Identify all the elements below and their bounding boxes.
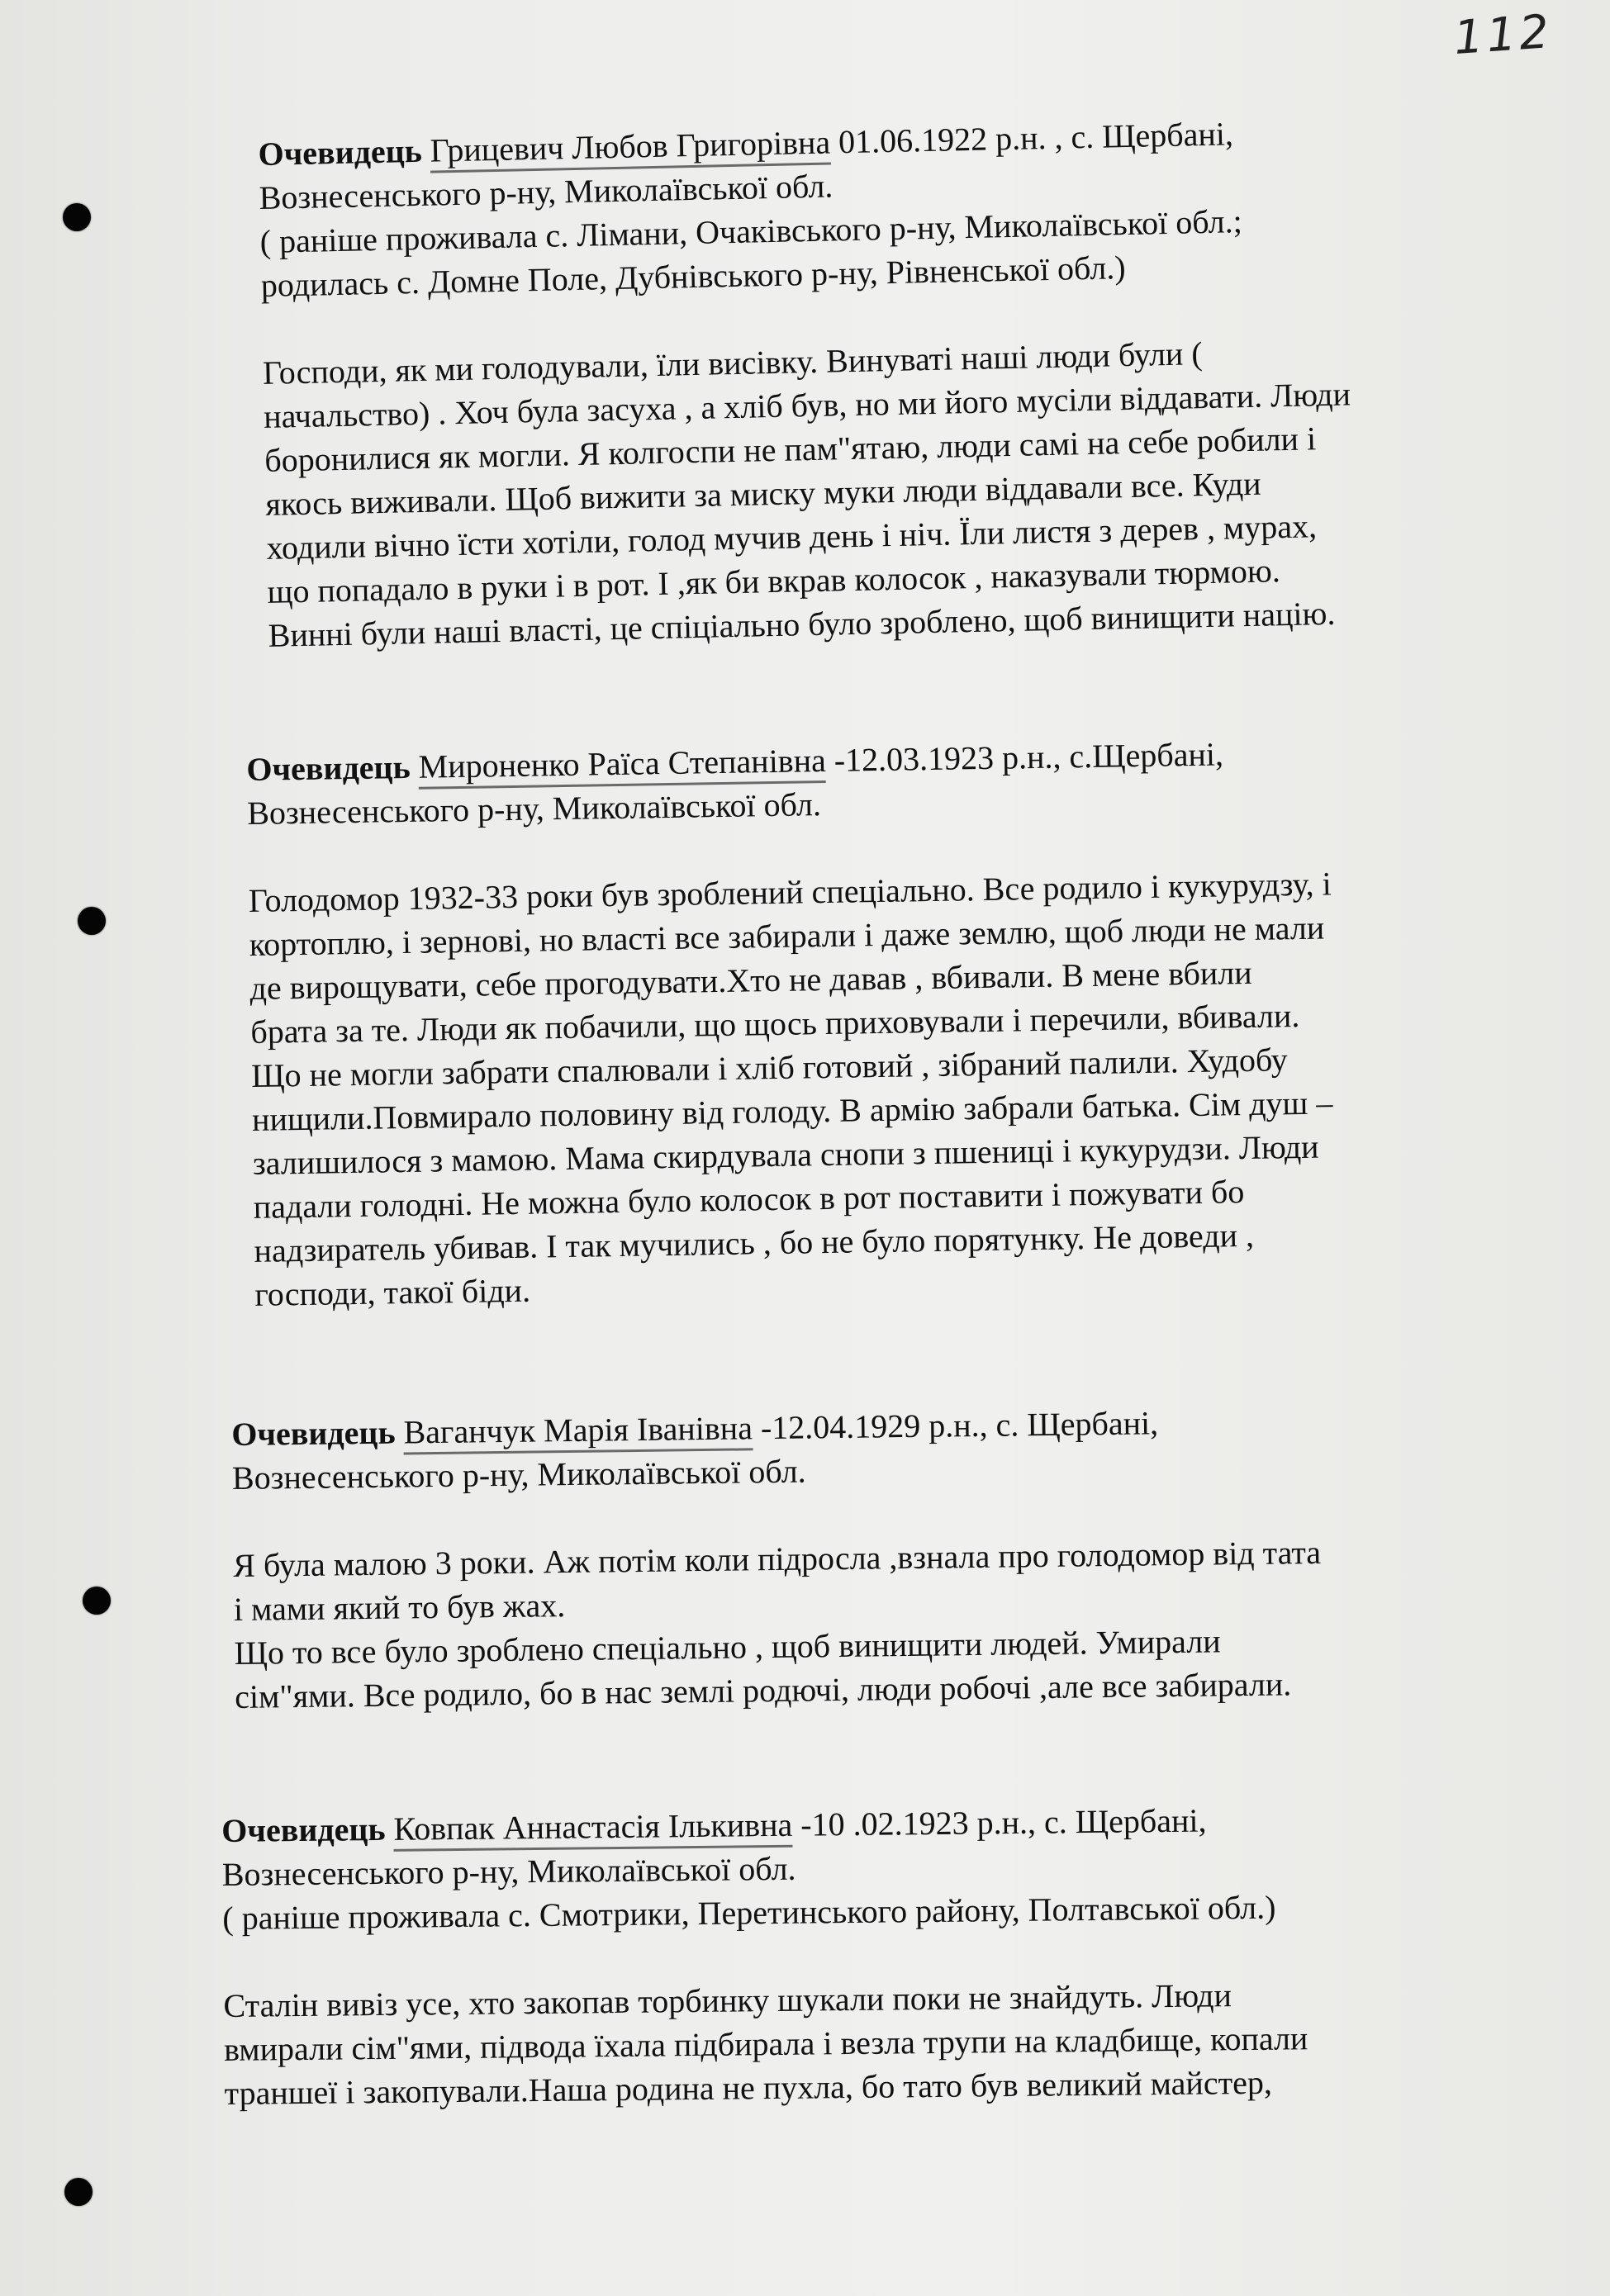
witness-name: Мироненко Раїса Степанівна xyxy=(418,742,826,790)
testimony-line: сім"ями. Все родило, бо в нас землі родючі, люди робочі ,але все забирали. xyxy=(234,1665,1292,1715)
testimony-line: якось виживали. Щоб вижити за миску муки люди віддавали все. Куди xyxy=(264,464,1262,523)
witness-details: -12.03.1923 р.н., с.Щербані, xyxy=(825,735,1224,779)
testimony-line: ходили вічно їсти хотіли, голод мучив день і ніч. Їли листя з дерев , мурах, xyxy=(266,507,1318,567)
testimony-line: начальство) . Хоч була засуха , а хліб був, но ми його мусіли віддавати. Люди xyxy=(263,375,1351,435)
testimony-line: господи, такої біди. xyxy=(254,1271,531,1313)
testimony-line: що попадало в руки і в рот. І ,як би вкрав колосок , наказували тюрмою. xyxy=(267,552,1281,610)
entry-header-line: Вознесенського р-ну, Миколаївської обл. xyxy=(259,167,833,216)
testimony-entry xyxy=(231,1399,1323,1719)
witness-name: Ковпак Аннастасія Ількивна xyxy=(393,1806,792,1852)
testimony-line: Винні були наші власті, це спіціально було зроблено, щоб винищити націю. xyxy=(268,594,1336,654)
witness-details: -10 .02.1923 р.н., с. Щербані, xyxy=(792,1801,1207,1843)
testimony-line: Я була малою 3 роки. Аж потім коли підросла ,взнала про голодомор від тата xyxy=(232,1533,1322,1584)
testimony-text xyxy=(233,1530,1323,1719)
testimony-line: і мами який то був жах. xyxy=(233,1587,566,1628)
testimony-line: боронилися як могли. Я колгоспи не пам"ятаю, люди самі на себе робили і xyxy=(264,420,1317,479)
witness-label: Очевидець xyxy=(258,131,423,173)
witness-details: -12.04.1929 р.н., с. Щербані, xyxy=(752,1404,1159,1447)
testimony-line: кортоплю, і зернові, но власті все забирали і даже землю, щоб люди не мали xyxy=(249,908,1325,963)
testimony-line: падали голодні. Не можна було колосок в рот поставити і пожувати бо xyxy=(253,1173,1245,1226)
witness-details: 01.06.1922 р.н. , с. Щербані, xyxy=(829,115,1234,161)
witness-label: Очевидець xyxy=(221,1810,386,1849)
punch-hole xyxy=(78,907,106,935)
testimony-text xyxy=(263,328,1356,657)
testimony-line: Що не могли забрати спалювали і хліб готовий , зібраний палили. Худобу xyxy=(250,1041,1289,1094)
testimony-line: Що то все було зроблено спеціально , щоб винищити людей. Умирали xyxy=(234,1622,1221,1672)
testimony-text xyxy=(248,861,1337,1316)
testimony-line: залишилося з мамою. Мама скирдувала снопи з пшениці і кукурудзи. Люди xyxy=(252,1127,1319,1182)
entry-header-line: ( раніше проживала с. Смотрики, Перетинського району, Полтавської обл.) xyxy=(222,1888,1276,1937)
entry-header-line: Вознесенського р-ну, Миколаївської обл. xyxy=(246,785,822,832)
testimony-line: Господи, як ми голодували, їли висівку. Винуваті наші люди були ( xyxy=(262,334,1204,391)
entry-header-line: родилась с. Домне Поле, Дубнівського р-ну, Рівненської обл.) xyxy=(260,249,1127,304)
witness-name: Ваганчук Марія Іванівна xyxy=(403,1409,753,1454)
testimony-line: надзиратель убивав. І так мучились , бо не було порятунку. Не доведи , xyxy=(254,1216,1255,1269)
witness-label: Очевидець xyxy=(231,1413,396,1453)
testimony-line: де вирощувати, себе прогодувати.Хто не давав , вбивали. В мене вбили xyxy=(249,953,1252,1007)
punch-hole xyxy=(63,203,91,231)
entry-header-line: ( раніше проживала с. Лімани, Очаківського р-ну, Миколаївської обл.; xyxy=(259,202,1243,260)
testimony-line: брата за те. Люди як побачили, що щось приховували і перечили, вбивали. xyxy=(250,997,1300,1051)
entry-header-line: Вознесенського р-ну, Миколаївської обл. xyxy=(221,1849,796,1893)
punch-hole xyxy=(64,2178,93,2206)
testimony-line: нищили.Повмирало половину від голоду. В армію забрали батька. Сім душ – xyxy=(251,1084,1333,1138)
testimony-entry xyxy=(258,109,1356,657)
testimony-line: Сталін вивіз усе, хто закопав торбинку шукали поки не знайдуть. Люди xyxy=(223,1976,1232,2024)
page-number: 112 xyxy=(1451,4,1555,66)
witness-name: Грицевич Любов Григорівна xyxy=(430,123,830,173)
punch-hole xyxy=(83,1587,111,1615)
testimony-entry xyxy=(221,1797,1308,2115)
entry-header-line: Вознесенського р-ну, Миколаївської обл. xyxy=(231,1452,806,1497)
testimony-line: Голодомор 1932-33 роки був зроблений спеціально. Все родило і кукурудзу, і xyxy=(248,865,1332,919)
testimony-text xyxy=(223,1972,1308,2115)
witness-label: Очевидець xyxy=(246,747,411,788)
testimony-entry xyxy=(246,730,1338,1316)
testimony-line: вмирали сім"ями, підвода їхала підбирала і везла трупи на кладбище, копали xyxy=(223,2019,1308,2068)
testimony-line: траншеї і закопували.Наша родина не пухла, бо тато був великий майстер, xyxy=(224,2063,1273,2112)
